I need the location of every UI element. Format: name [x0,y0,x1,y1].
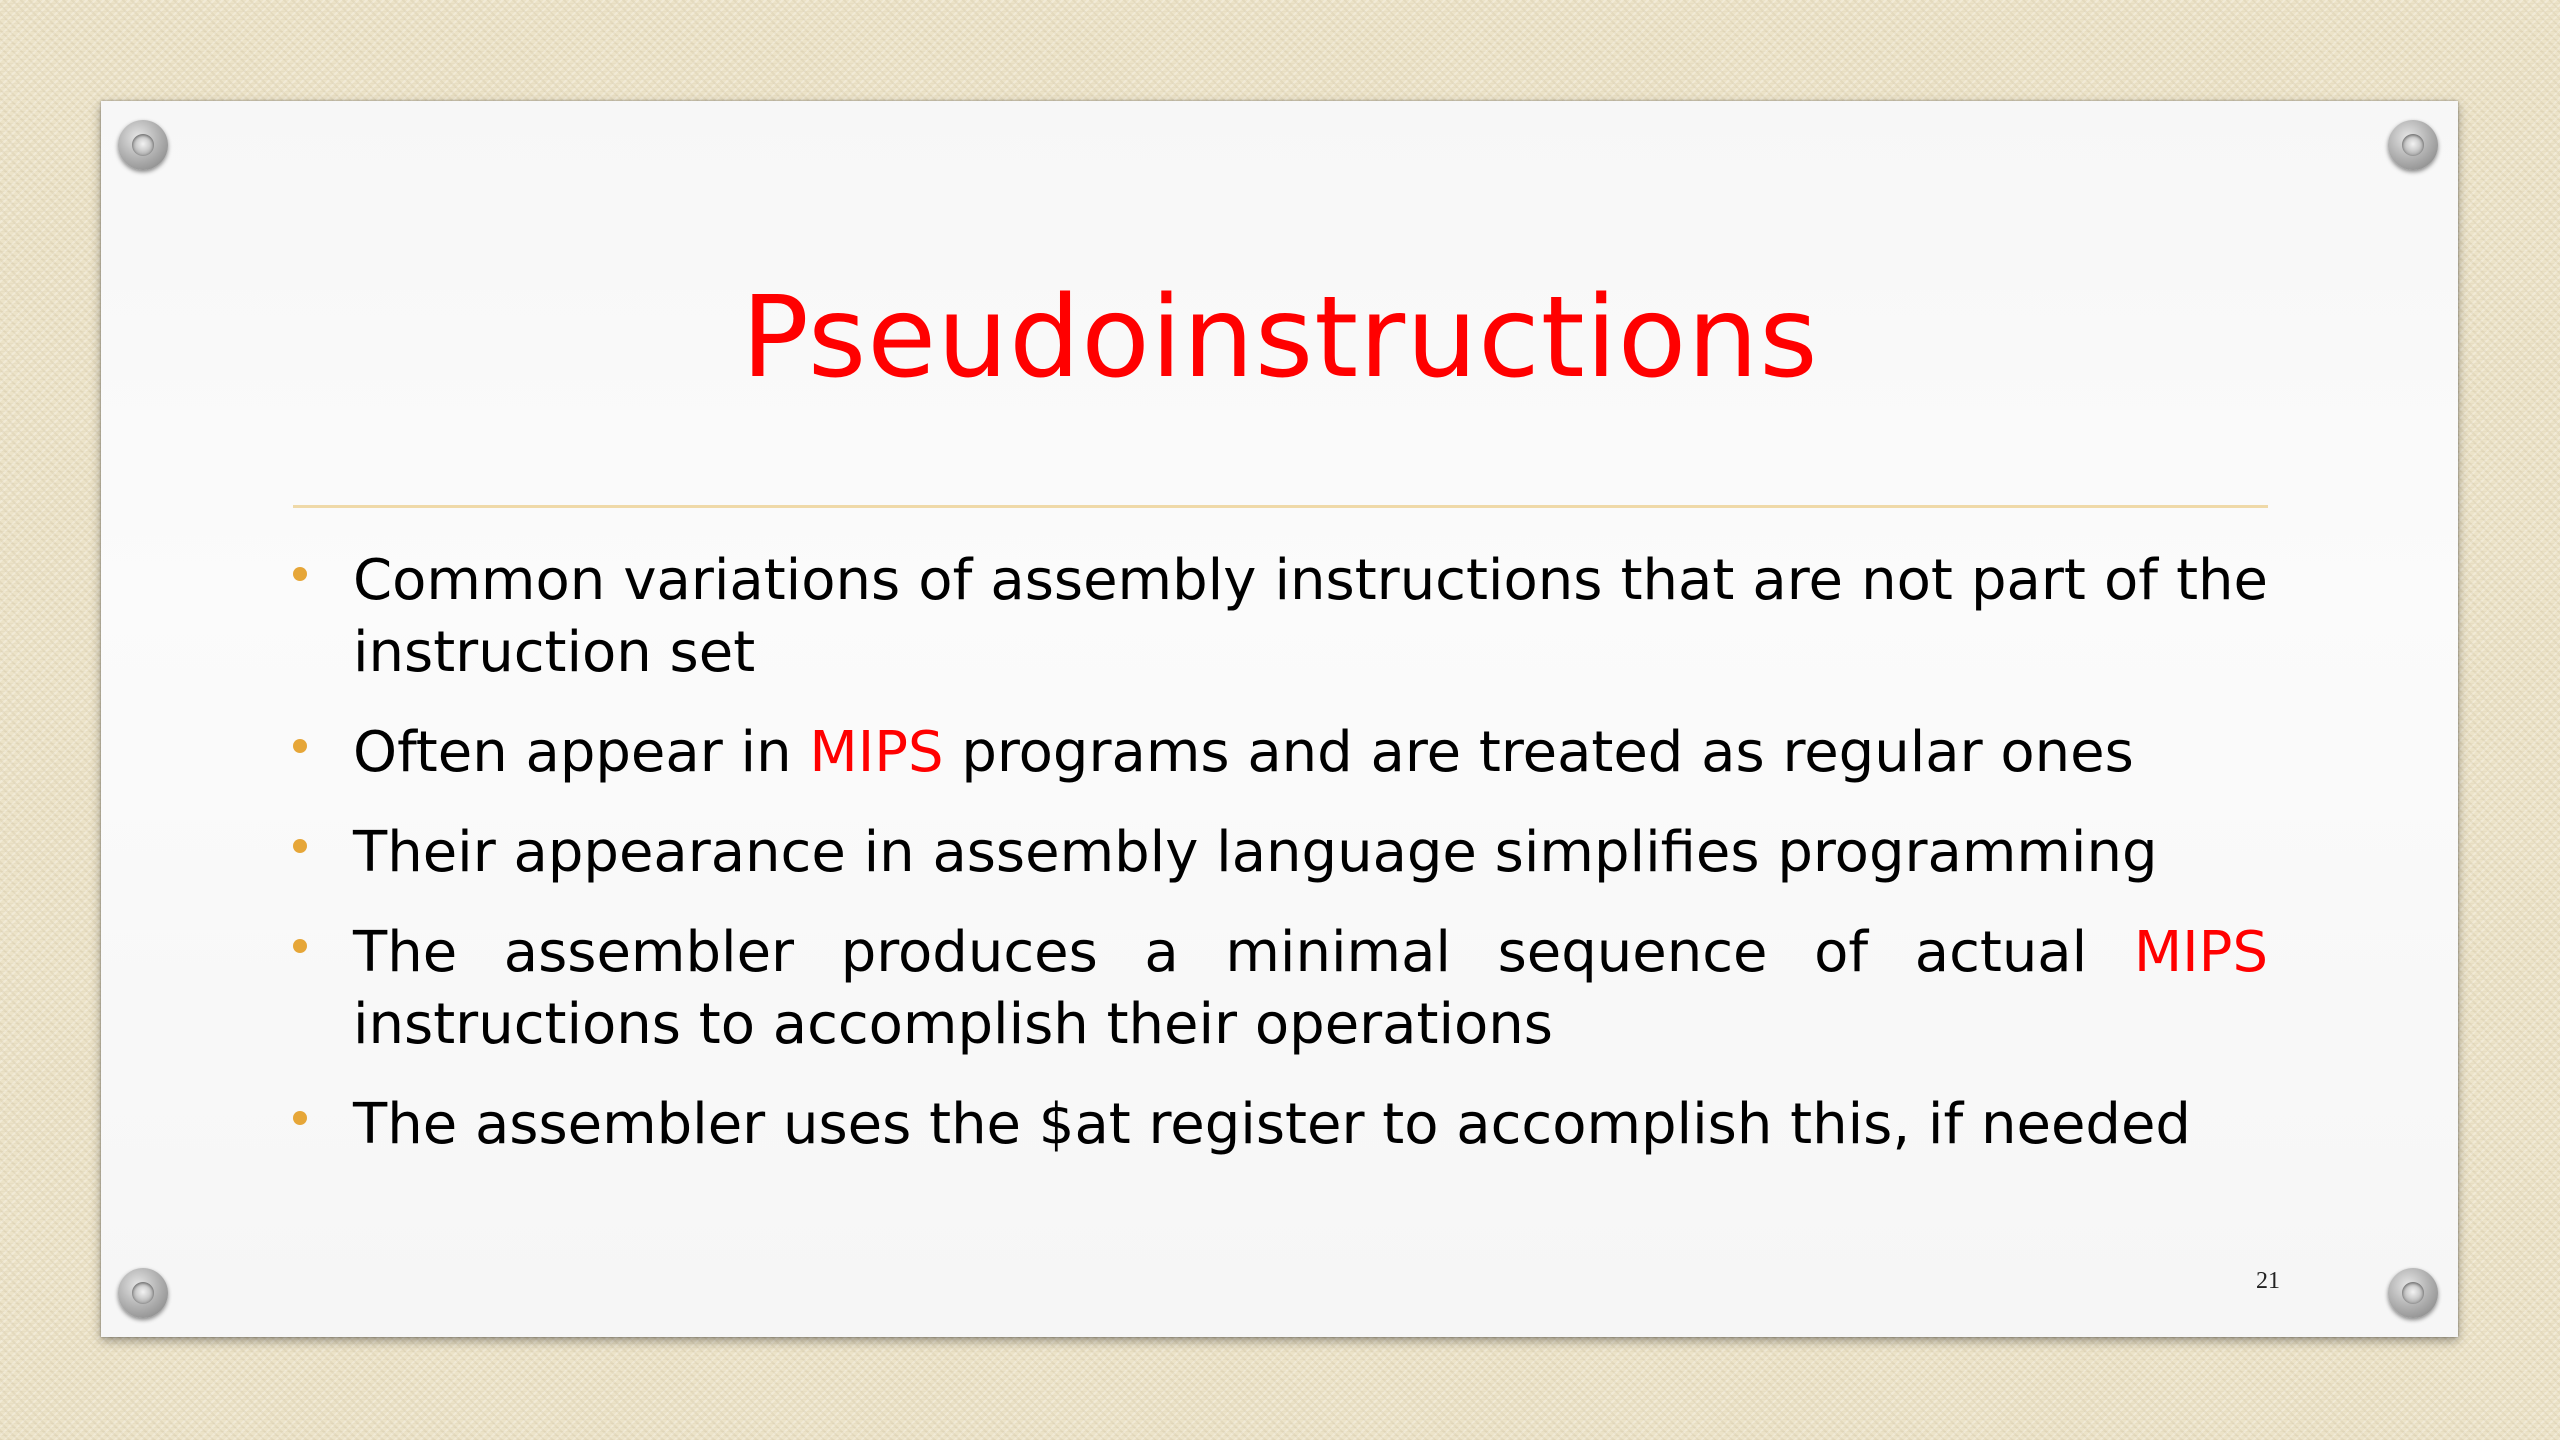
bullet-text: Common variations of assembly instructions that are not part of the instruction set [353,548,2268,685]
screw-icon [2388,120,2438,170]
bullet-item [293,917,2268,1061]
bullet-text: The assembler uses the $at register to accomplish this, if needed [353,1092,2191,1157]
title-divider [293,505,2268,508]
bullet-text-before: Often appear in [353,720,810,785]
bullet-text-before: The assembler produces a minimal sequence of actual [353,920,2134,985]
slide-title: Pseudoinstructions [741,273,1819,403]
bullet-dot-icon [293,839,307,853]
screw-icon [2388,1268,2438,1318]
slide-number: 21 [2256,1268,2280,1294]
bullet-dot-icon [293,939,307,953]
bullet-item [293,717,2268,789]
screw-icon [118,120,168,170]
bullet-item [293,1089,2268,1161]
bullet-item [293,545,2268,689]
screw-icon [118,1268,168,1318]
bullet-dot-icon [293,1111,307,1125]
bullet-list [293,545,2268,1189]
bullet-item [293,817,2268,889]
bullet-highlight: MIPS [809,720,944,785]
bullet-dot-icon [293,567,307,581]
bullet-dot-icon [293,739,307,753]
bullet-text-after: programs and are treated as regular ones [943,720,2134,785]
bullet-text-after: instructions to accomplish their operations [353,992,1553,1057]
bullet-text: Their appearance in assembly language simplifies programming [353,820,2158,885]
bullet-highlight: MIPS [2133,920,2268,985]
